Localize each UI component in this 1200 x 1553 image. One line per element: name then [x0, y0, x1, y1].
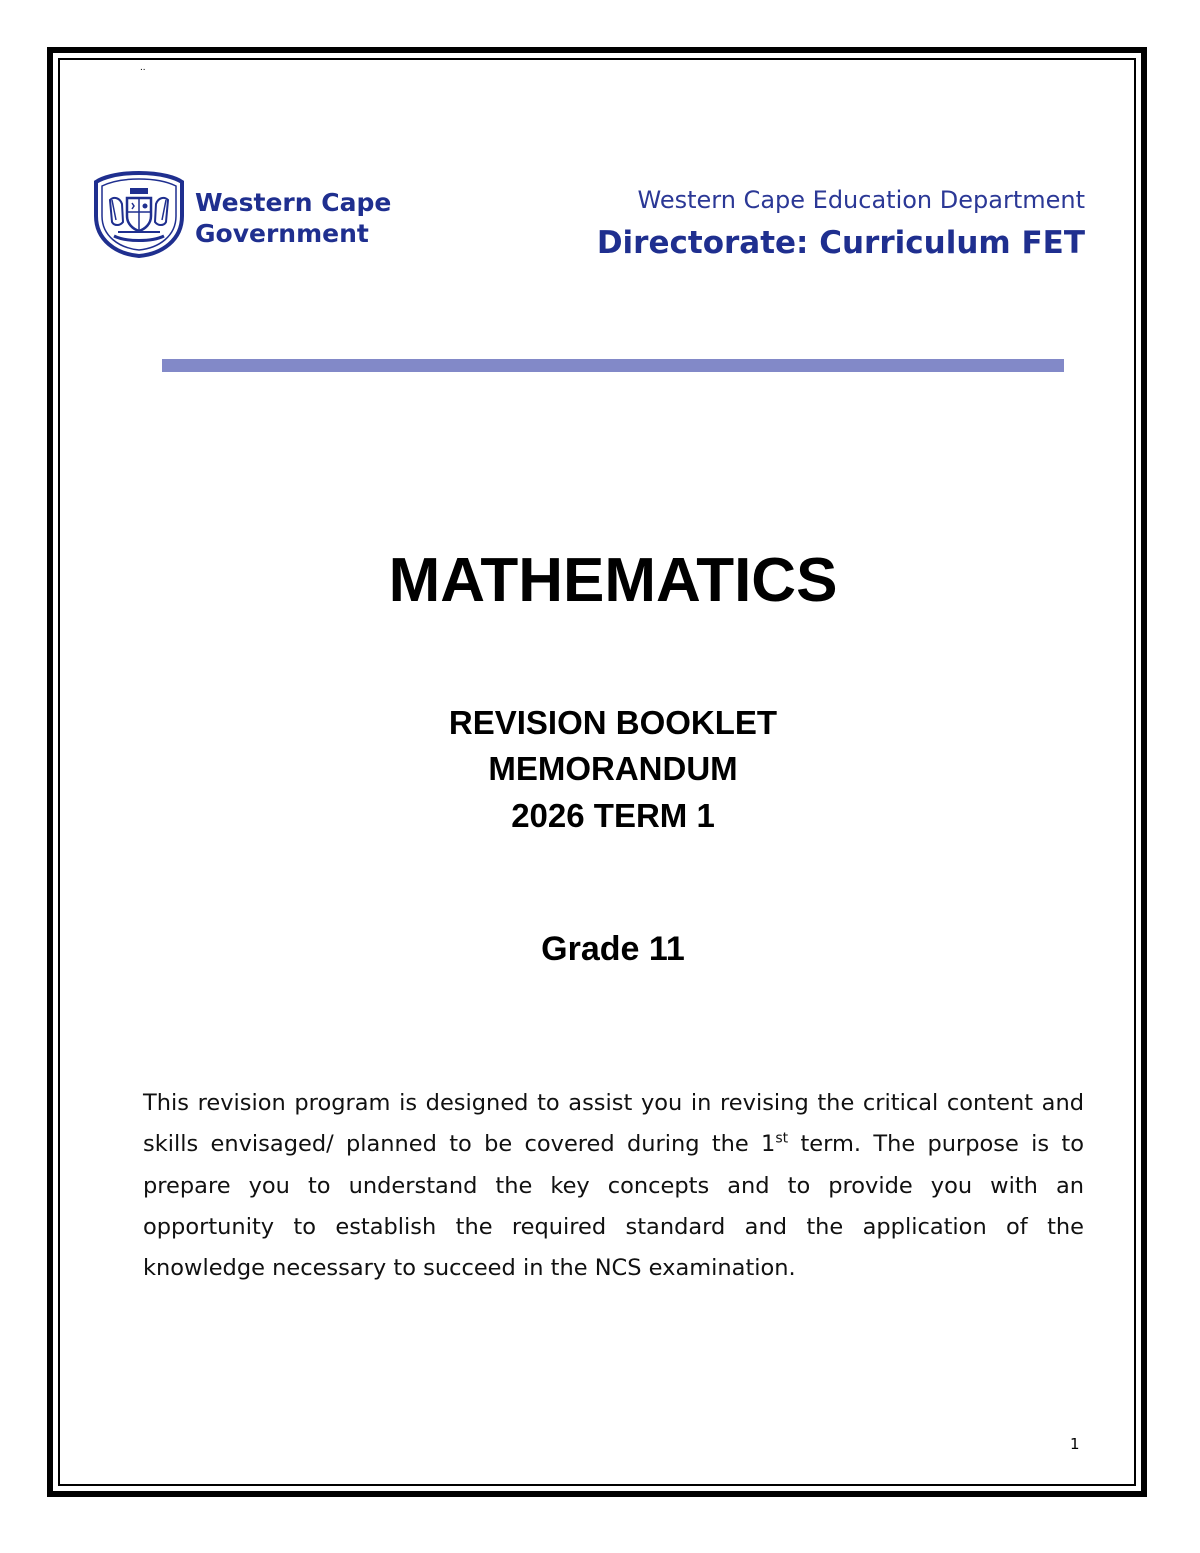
- intro-text-end: term. The purpose is to prepare you to understand the key concepts and to provide you with an opportunity to establish the required standard and the application of the knowledge necessary to succeed in the NCS examination.: [143, 1131, 1085, 1282]
- directorate-name: Directorate: Curriculum FET: [596, 225, 1085, 261]
- government-logo: [92, 170, 402, 260]
- coat-of-arms-icon: [92, 170, 187, 260]
- subtitle-line-2: MEMORANDUM: [488, 750, 738, 787]
- logo-line-1: Western Cape: [195, 188, 392, 217]
- corner-mark: ..: [140, 62, 146, 73]
- grade-label: Grade 11: [541, 930, 685, 968]
- page-title: MATHEMATICS: [388, 546, 838, 615]
- subtitle-line-3: 2026 TERM 1: [511, 797, 715, 834]
- logo-wordmark: [195, 187, 391, 249]
- intro-superscript: st: [775, 1130, 789, 1147]
- intro-text-start: This revision program is designed to assist you in revising the critical content and skills envisaged/ planned to be covered during the 1: [143, 1090, 1084, 1158]
- page-number: 1: [1070, 1435, 1080, 1453]
- department-name: Western Cape Education Department: [637, 186, 1085, 214]
- subtitle-line-1: REVISION BOOKLET: [448, 704, 778, 741]
- logo-line-2: Government: [195, 219, 369, 248]
- header-divider: [162, 359, 1064, 372]
- intro-paragraph: [143, 1083, 1084, 1289]
